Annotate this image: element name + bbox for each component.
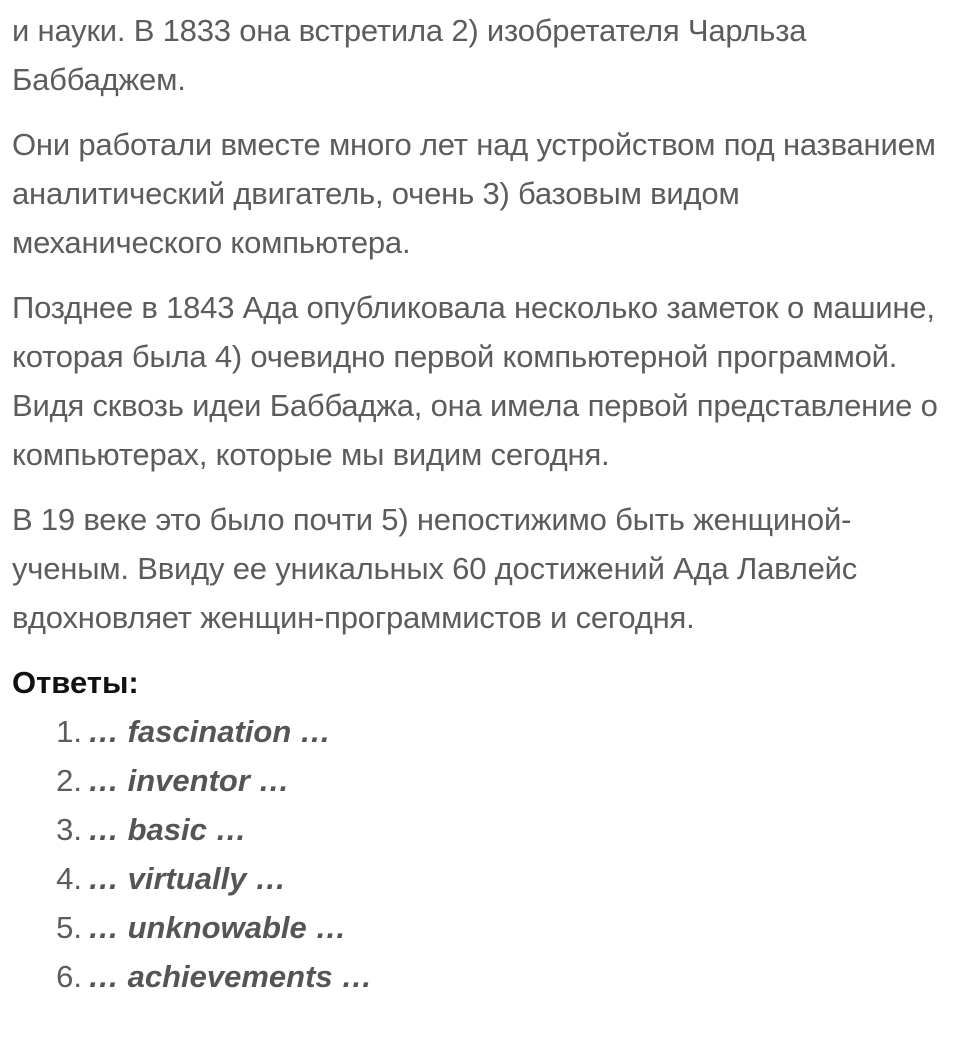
answer-number: 4. [56, 861, 82, 896]
answer-item [46, 756, 952, 805]
paragraph-2: Они работали вместе много лет над устройством под названием аналитический двигатель, очень 3) базовым видом механического компьютера. [12, 127, 936, 260]
answer-number: 6. [56, 959, 82, 994]
answer-text: … basic … [88, 812, 247, 847]
paragraph-3: Позднее в 1843 Ада опубликовала несколько заметок о машине, которая была 4) очевидно первой компьютерной программой. Видя сквозь идеи Баббаджа, она имела первой представление о компьютерах, которые мы видим сегодня. [12, 290, 938, 472]
answer-text: … unknowable … [88, 910, 347, 945]
answer-number: 5. [56, 910, 82, 945]
answer-text: … inventor … [88, 763, 290, 798]
answer-item [46, 854, 952, 903]
answer-item [46, 805, 952, 854]
answer-item [46, 903, 952, 952]
answer-text: … virtually … [88, 861, 287, 896]
answer-item [46, 707, 952, 756]
paragraph-4: В 19 веке это было почти 5) непостижимо быть женщиной-ученым. Ввиду ее уникальных 60 достижений Ада Лавлейс вдохновляет женщин-программистов и сегодня. [12, 502, 858, 635]
answer-number: 3. [56, 812, 82, 847]
paragraph-1: и науки. В 1833 она встретила 2) изобретателя Чарльза Баббаджем. [12, 13, 807, 97]
document-body [12, 6, 952, 1001]
answer-number: 1. [56, 714, 82, 749]
answers-list [12, 707, 952, 1001]
answer-number: 2. [56, 763, 82, 798]
answers-heading: Ответы: [12, 665, 139, 700]
answer-text: … fascination … [88, 714, 331, 749]
answer-text: … achievements … [88, 959, 373, 994]
answer-item [46, 952, 952, 1001]
